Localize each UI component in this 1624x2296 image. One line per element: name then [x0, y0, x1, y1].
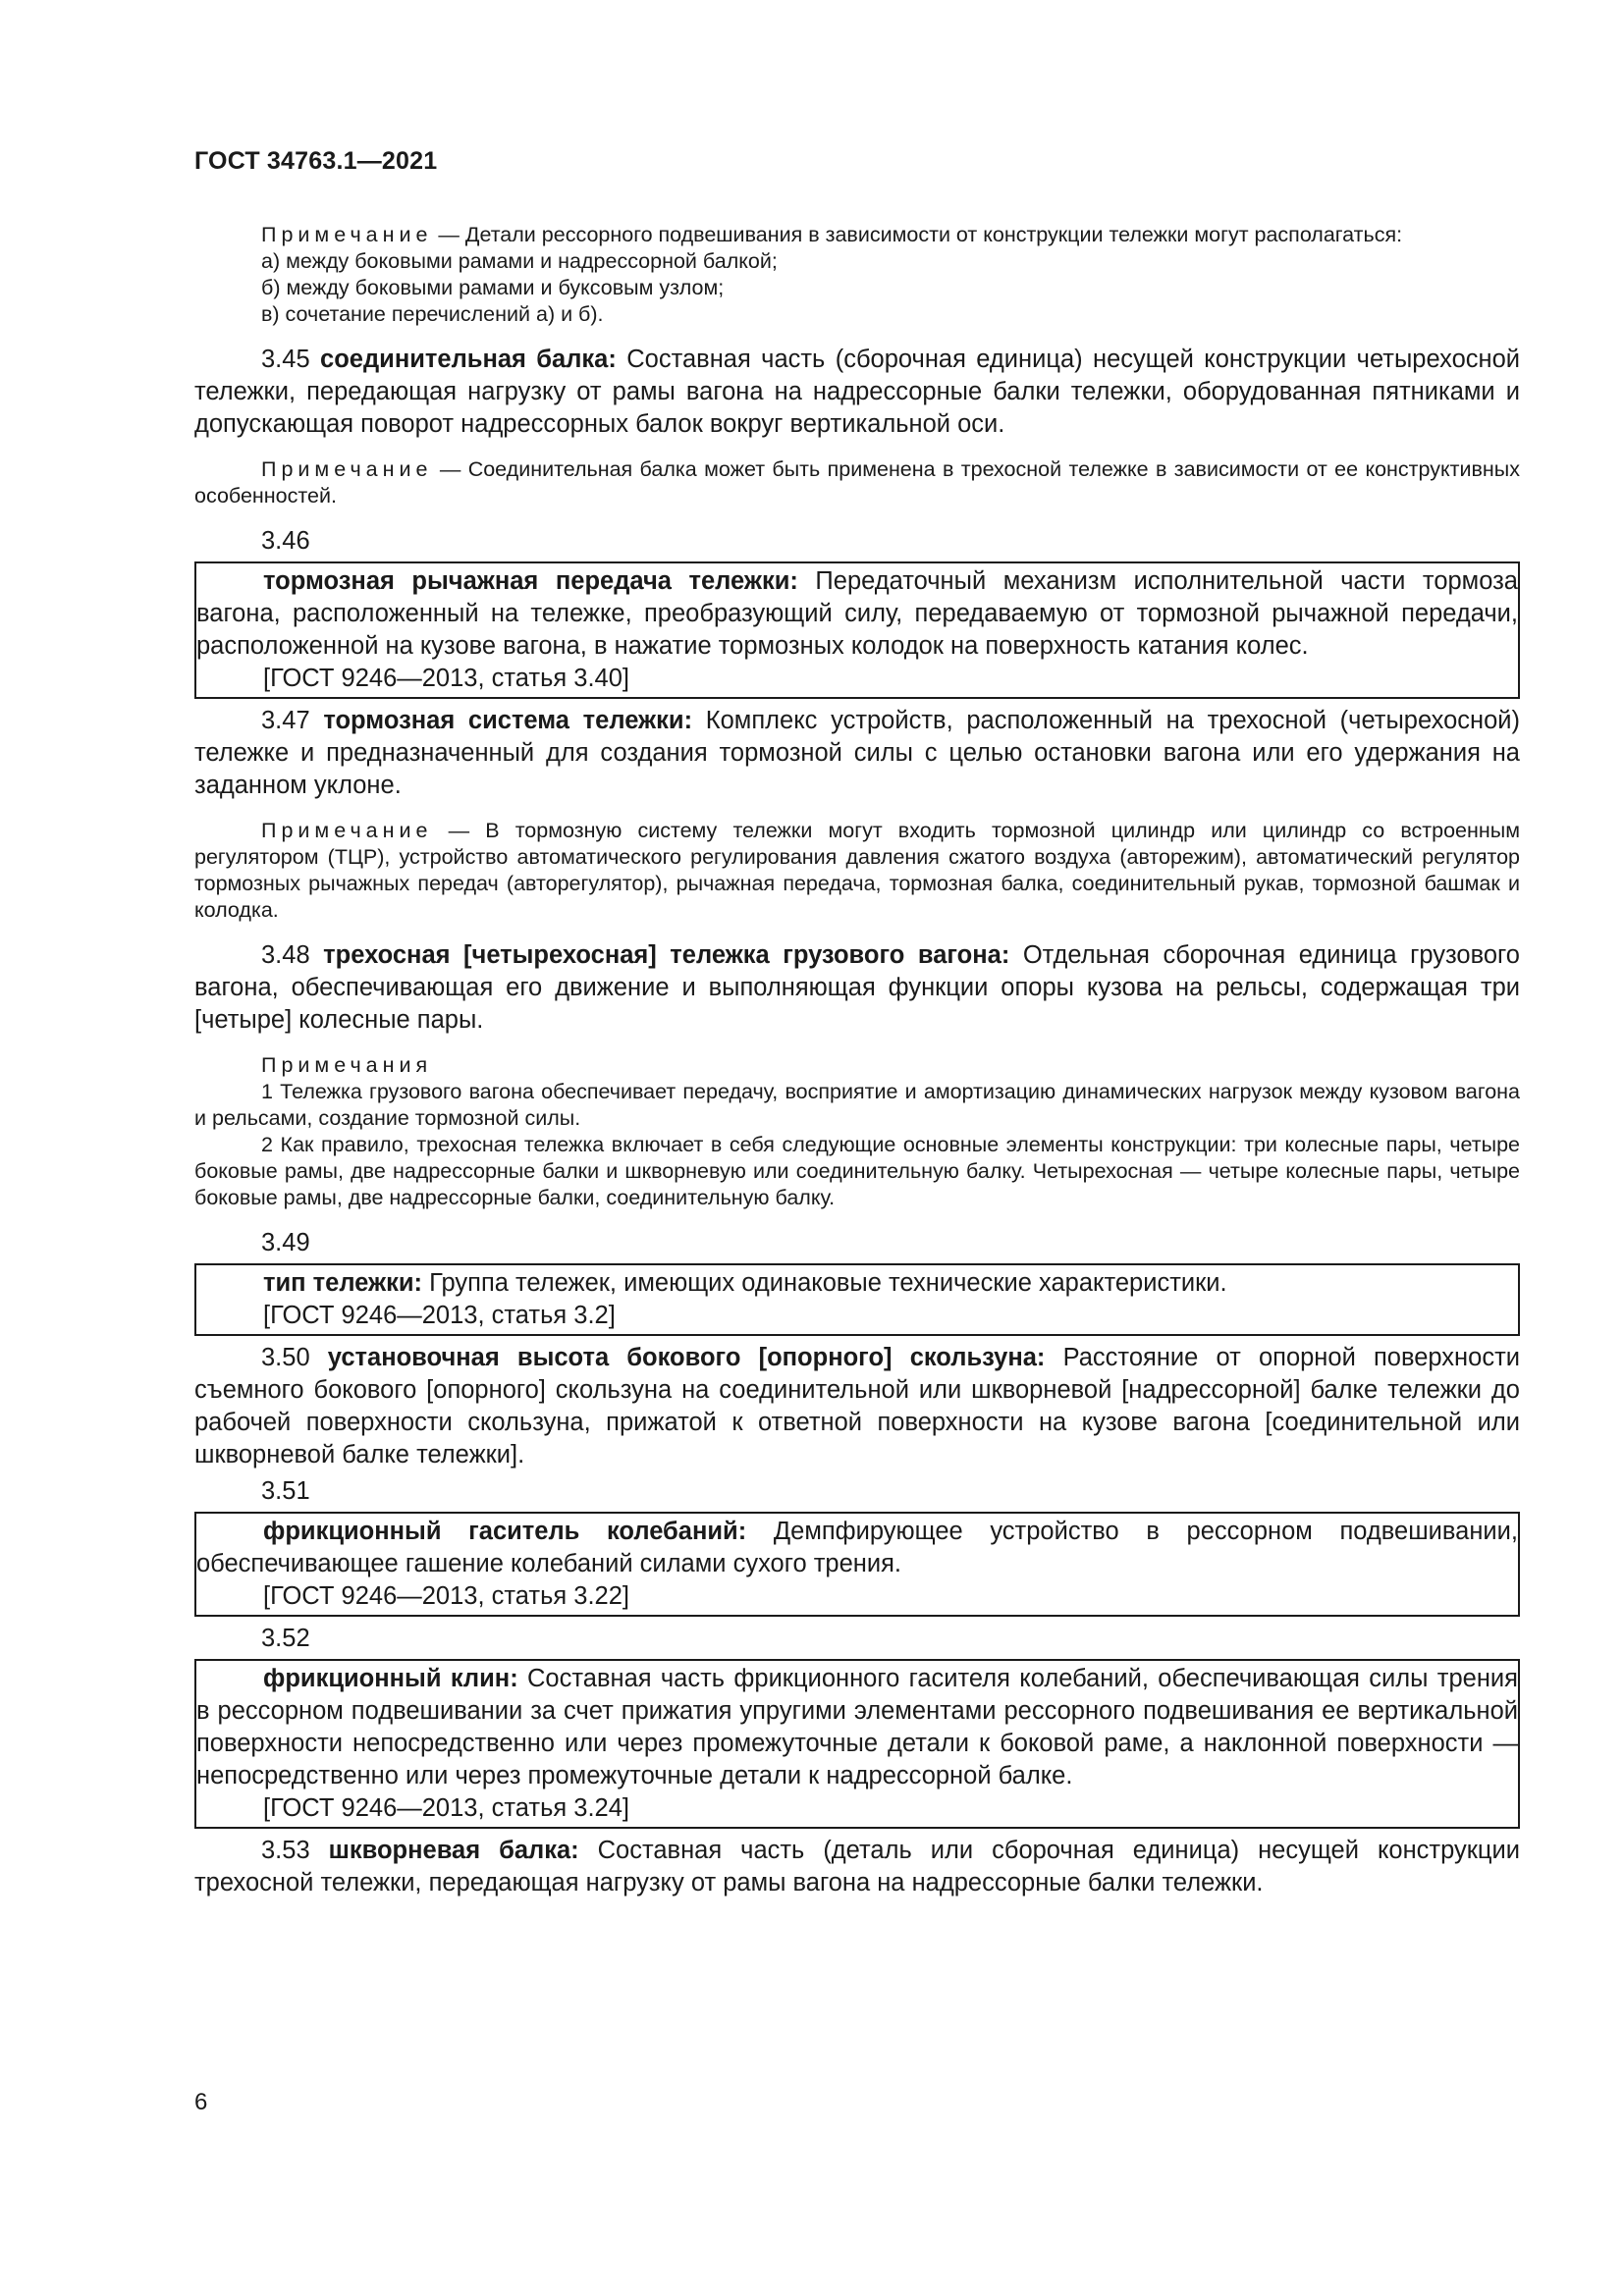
term-number: 3.47 — [261, 707, 324, 734]
term-3-47 — [194, 705, 1520, 802]
term-definition: Группа тележек, имеющих одинаковые технические характеристики. — [422, 1269, 1227, 1297]
note-item: 1 Тележка грузового вагона обеспечивает передачу, восприятие и амортизацию динамических нагрузок между кузовом вагона и рельсами, создание тормозной силы. — [194, 1080, 1520, 1130]
term-definition: Расстояние от опорной поверхности съемного бокового [опорного] скользуна на соединительной или шкворневой [надрессорной] балке тележки до рабочей поверхности скользуна, прижатой к ответной поверхности на кузове вагона [соединительной или шкворневой балке тележки]. — [194, 1344, 1520, 1468]
term-name: тормозная рычажная передача тележки: — [263, 567, 798, 595]
term-number-3-49: 3.49 — [261, 1229, 310, 1256]
term-definition: Составная часть (сборочная единица) несущей конструкции четырехосной тележки, передающая нагрузку от рамы вагона на надрессорные балки тележки, оборудованная пятниками и допускающая поворот надрессорных балок вокруг вертикальной оси. — [194, 346, 1521, 438]
term-definition: Передаточный механизм исполнительной части тормоза вагона, расположенный на тележке, преобразующий силу, передаваемую от тормозной рычажной передачи, расположенной на кузове вагона, в нажатие тормозных колодок на поверхность катания колес. — [196, 567, 1518, 660]
term-name: шкворневая балка: — [328, 1837, 579, 1864]
term-name: трехосная [четырехосная] тележка грузового вагона: — [323, 941, 1010, 969]
term-definition: Составная часть (деталь или сборочная единица) несущей конструкции трехосной тележки, передающая нагрузку от рамы вагона на надрессорные балки тележки. — [194, 1837, 1520, 1896]
term-name: фрикционный гаситель колебаний: — [263, 1518, 747, 1545]
note-3-45 — [194, 456, 1520, 509]
term-3-48 — [194, 939, 1520, 1037]
term-definition: Отдельная сборочная единица грузового вагона, обеспечивающая его движение и выполняющая функции опоры кузова на рельсы, содержащая три [четыре] колесные пары. — [194, 941, 1520, 1034]
term-reference: [ГОСТ 9246—2013, статья 3.2] — [263, 1302, 616, 1329]
term-number: 3.53 — [261, 1837, 329, 1864]
term-definition: Демпфирующее устройство в рессорном подвешивании, обеспечивающее гашение колебаний силами сухого трения. — [196, 1518, 1518, 1577]
term-box-3-49 — [194, 1263, 1520, 1336]
term-3-52 — [196, 1663, 1518, 1792]
term-number: 3.50 — [261, 1344, 328, 1371]
term-box-3-46 — [194, 561, 1520, 699]
term-reference: [ГОСТ 9246—2013, статья 3.40] — [263, 665, 629, 692]
term-3-49 — [196, 1267, 1518, 1300]
term-reference: [ГОСТ 9246—2013, статья 3.24] — [263, 1794, 629, 1822]
note-list-item: в) сочетание перечислений а) и б). — [261, 302, 604, 326]
term-number-3-51: 3.51 — [261, 1477, 310, 1505]
term-number: 3.45 — [261, 346, 321, 373]
note-text: Примечание — В тормозную систему тележки могут входить тормозной цилиндр или цилиндр со встроенным регулятором (ТЦР), устройство автоматического регулирования давления сжатого воздуха (авторежим), автоматический регулятор тормозных рычажных передач (авторегулятор), рычажная передача, тормозная балка, соединительный рукав, тормозной башмак и колодка. — [194, 819, 1520, 922]
term-definition: Составная часть фрикционного гасителя колебаний, обеспечивающая силы трения в рессорном подвешивании за счет прижатия упругими элементами рессорного подвешивания ее вертикальной поверхности непосредственно или через промежуточные детали к боковой раме, а наклонной поверхности — непосредственно или через промежуточные детали к надрессорной балке. — [196, 1665, 1518, 1789]
term-number-3-46: 3.46 — [261, 527, 310, 555]
document-body — [194, 222, 1520, 1915]
note-item: 2 Как правило, трехосная тележка включает в себя следующие основные элементы конструкции: три колесные пары, четыре боковые рамы, две надрессорные балки и шкворневую или соединительную балку. Четырехосная — четыре колесные пары, четыре боковые рамы, две надрессорные балки, соединительную балку. — [194, 1133, 1520, 1209]
term-box-3-51 — [194, 1512, 1520, 1617]
term-name: тип тележки: — [263, 1269, 423, 1297]
note-list-item: б) между боковыми рамами и буксовым узлом; — [261, 276, 725, 299]
note-label: Примечание — [261, 819, 433, 842]
term-3-53 — [194, 1835, 1520, 1899]
term-name: тормозная система тележки: — [323, 707, 693, 734]
note-list-item: а) между боковыми рамами и надрессорной балкой; — [261, 249, 778, 273]
note-text: Примечание — Детали рессорного подвешивания в зависимости от конструкции тележки могут располагаться: — [261, 223, 1403, 246]
term-number: 3.48 — [261, 941, 324, 969]
term-definition: Комплекс устройств, расположенный на трехосной (четырехосной) тележке и предназначенный для создания тормозной силы с целью остановки вагона или его удержания на заданном уклоне. — [194, 707, 1520, 799]
note-3-44 — [194, 222, 1520, 328]
note-3-47 — [194, 818, 1520, 924]
note-label: Примечание — [261, 457, 433, 481]
term-box-3-52 — [194, 1659, 1520, 1829]
notes-3-48 — [194, 1052, 1520, 1211]
term-reference: [ГОСТ 9246—2013, статья 3.22] — [263, 1582, 629, 1610]
note-label: Примечание — [261, 223, 433, 246]
term-3-51 — [196, 1516, 1518, 1580]
term-name: фрикционный клин: — [263, 1665, 518, 1692]
term-3-45 — [194, 344, 1520, 441]
term-3-50 — [194, 1342, 1520, 1471]
term-name: установочная высота бокового [опорного] скользуна: — [327, 1344, 1046, 1371]
page-number: 6 — [194, 2089, 208, 2115]
document-code-header: ГОСТ 34763.1—2021 — [194, 147, 438, 175]
notes-label: Примечания — [261, 1053, 433, 1077]
term-3-46 — [196, 565, 1518, 663]
note-text: Примечание — Соединительная балка может быть применена в трехосной тележке в зависимости от ее конструктивных особенностей. — [194, 457, 1520, 507]
term-number-3-52: 3.52 — [261, 1625, 310, 1652]
term-name: соединительная балка: — [320, 346, 617, 373]
